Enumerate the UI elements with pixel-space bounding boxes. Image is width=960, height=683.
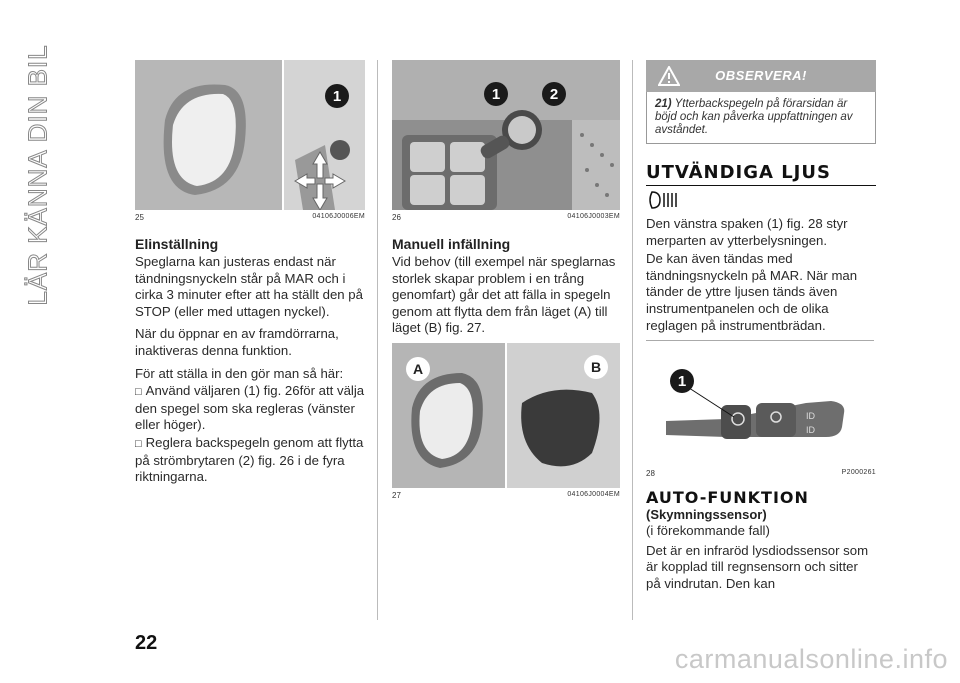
column-1: [135, 60, 365, 492]
figure-number: 26: [392, 213, 401, 222]
bullet-item: □ Reglera backspegeln genom att flytta på strömbrytaren (2) fig. 26 i de fyra riktningarna.: [135, 435, 365, 486]
column-divider: [377, 60, 378, 620]
paragraph: Det är en infraröd lysdiodssensor som är kopplad till regnsensorn och sitter på vindrutan. Den kan: [646, 542, 869, 591]
column-divider: [632, 60, 633, 620]
observera-header: [646, 60, 876, 92]
callout-A: A: [406, 357, 430, 381]
paragraph: Vid behov (till exempel när speglarnas storlek skapar problem i en trång genomfart) går det att fälla in spegeln genom att flytta dem från läget (A) till läget (B) fig. 27.: [392, 254, 616, 336]
section-heading-auto: AUTO-FUNKTION: [646, 488, 809, 508]
figure-28-image: [646, 341, 874, 466]
page-number: 22: [135, 632, 158, 654]
figure-25-image: [135, 60, 365, 210]
paragraph: Den vänstra spaken (1) fig. 28 styr merparten av ytterbelysningen.: [646, 216, 848, 248]
figure-code: 04106J0006EM: [312, 213, 365, 220]
svg-text:ID: ID: [806, 425, 815, 436]
callout-1: 1: [484, 82, 508, 106]
paragraph: För att ställa in den gör man så här:: [135, 365, 344, 381]
side-section-title: LÄR KÄNNA DIN BIL: [22, 44, 53, 306]
callout-1: 1: [670, 369, 694, 393]
figure-code: 04106J0003EM: [567, 213, 620, 220]
column-3: [646, 60, 876, 599]
figure-number: 25: [135, 213, 144, 222]
observera-note: [646, 92, 876, 144]
watermark: carmanualsonline.info: [674, 644, 948, 674]
paragraph: Speglarna kan justeras endast när tändningsnyckeln står på MAR och i cirka 3 minuter efter att ha ställt den på STOP (eller med uttagen nyckel).: [135, 254, 363, 319]
headlight-icon: [646, 189, 686, 211]
note-number: 21): [655, 98, 672, 110]
figure-25-caption: [135, 213, 365, 222]
column-2: [392, 60, 620, 500]
callout-2: 2: [542, 82, 566, 106]
figure-code: P2000261: [841, 469, 876, 477]
figure-26-image: [392, 60, 620, 210]
subheading: (Skymningssensor): [646, 507, 767, 523]
paragraph: När du öppnar en av framdörrarna, inaktiveras denna funktion.: [135, 326, 339, 358]
figure-28-caption: [646, 469, 876, 478]
figure-26-caption: [392, 213, 620, 222]
callout-B: B: [584, 355, 608, 379]
section-heading-lights: UTVÄNDIGA LJUS: [646, 162, 876, 186]
paragraph: (i förekommande fall): [646, 523, 770, 539]
note-text: Ytterbackspegeln på förarsidan är böjd och kan påverka uppfattningen av avståndet.: [655, 98, 853, 136]
figure-number: 27: [392, 490, 401, 500]
observera-label: OBSERVERA!: [715, 68, 807, 83]
bullet-item: □ Använd väljaren (1) fig. 26för att välja den spegel som ska regleras (vänster eller höger).: [135, 383, 365, 434]
section-heading: Elinställning: [135, 236, 219, 252]
figure-27-image: [392, 343, 620, 488]
callout-1: 1: [325, 84, 349, 108]
figure-number: 28: [646, 469, 655, 479]
figure-code: 04106J0004EM: [567, 490, 620, 498]
section-heading: Manuell infällning: [392, 236, 511, 252]
paragraph: De kan även tändas med tändningsnyckeln på MAR. När man tänder de yttre ljusen tänds även instrumentpanelen och de olika reglagen på instrumentbrädan.: [646, 251, 858, 333]
figure-27-caption: [392, 491, 620, 500]
svg-text:ID: ID: [806, 411, 815, 422]
